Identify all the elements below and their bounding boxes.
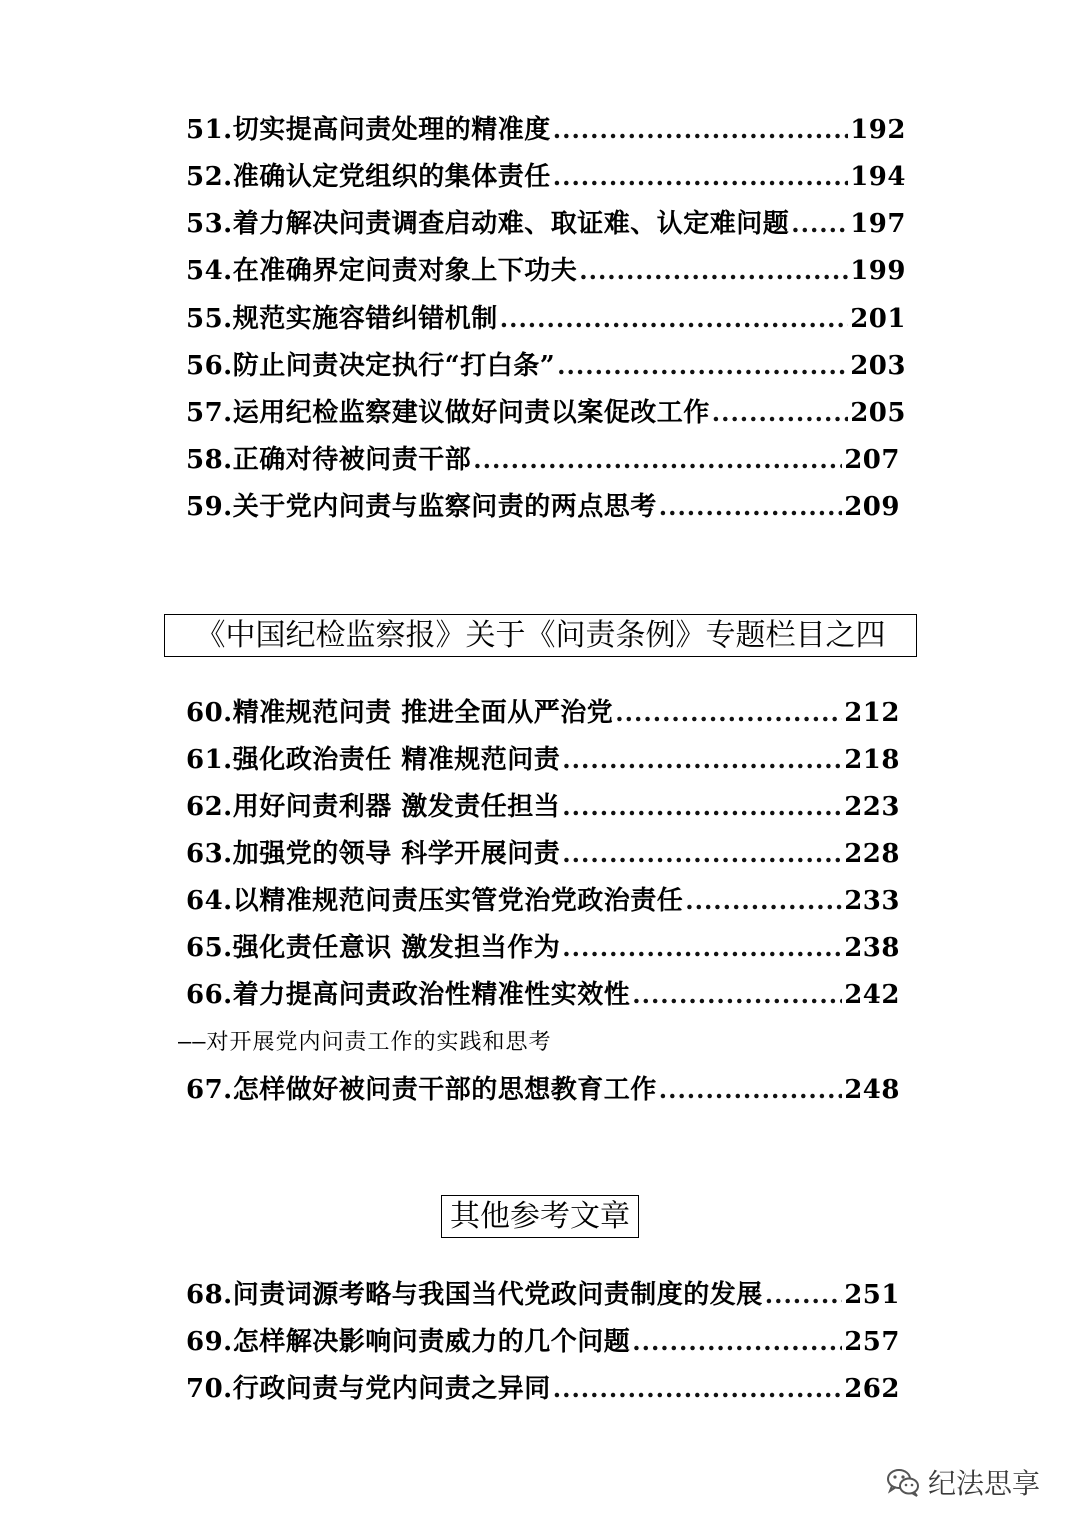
toc-entry-title: 66.着力提高问责政治性精准性实效性 bbox=[186, 980, 631, 1010]
toc-page-number: 248 bbox=[844, 1075, 900, 1105]
toc-leader-dots bbox=[685, 881, 842, 921]
toc-leader-dots bbox=[562, 787, 842, 827]
toc-leader-dots bbox=[557, 346, 848, 386]
toc-entry-title: 61.强化政治责任 精准规范问责 bbox=[186, 745, 561, 775]
toc-leader-dots bbox=[765, 1275, 842, 1315]
toc-leader-dots bbox=[553, 110, 848, 150]
section-heading-other-references: 其他参考文章 bbox=[441, 1195, 639, 1238]
toc-page-number: 218 bbox=[844, 745, 900, 775]
toc-entry-title: 53.着力解决问责调查启动难、取证难、认定难问题 bbox=[186, 209, 790, 239]
toc-entry-65[interactable] bbox=[186, 928, 900, 968]
toc-entry-55[interactable] bbox=[186, 299, 906, 339]
toc-entry-60[interactable] bbox=[186, 693, 900, 733]
toc-entry-title: 51.切实提高问责处理的精准度 bbox=[186, 115, 551, 145]
toc-entry-title: 69.怎样解决影响问责威力的几个问题 bbox=[186, 1327, 631, 1357]
toc-leader-dots bbox=[615, 693, 842, 733]
toc-entry-title: 67.怎样做好被问责干部的思想教育工作 bbox=[186, 1075, 657, 1105]
watermark-text: 纪法思享 bbox=[927, 1467, 1040, 1500]
toc-leader-dots bbox=[632, 1322, 842, 1362]
toc-entry-title: 70.行政问责与党内问责之异同 bbox=[186, 1374, 551, 1404]
toc-leader-dots bbox=[659, 1070, 842, 1110]
toc-page-number: 203 bbox=[850, 351, 906, 381]
toc-page-number: 228 bbox=[844, 839, 900, 869]
toc-leader-dots bbox=[473, 440, 842, 480]
toc-entry-54[interactable] bbox=[186, 251, 906, 291]
toc-entry-52[interactable] bbox=[186, 157, 906, 197]
toc-entry-title: 52.准确认定党组织的集体责任 bbox=[186, 162, 551, 192]
toc-entry-title: 63.加强党的领导 科学开展问责 bbox=[186, 839, 561, 869]
toc-leader-dots bbox=[562, 740, 842, 780]
toc-entry-62[interactable] bbox=[186, 787, 900, 827]
wechat-icon bbox=[886, 1467, 920, 1497]
toc-entry-51[interactable] bbox=[186, 110, 906, 150]
toc-entry-title: 54.在准确界定问责对象上下功夫 bbox=[186, 256, 578, 286]
toc-page-number: 197 bbox=[850, 209, 906, 239]
toc-page-number: 262 bbox=[844, 1374, 900, 1404]
toc-entry-59[interactable] bbox=[186, 487, 900, 527]
toc-entry-title: 64.以精准规范问责压实管党治党政治责任 bbox=[186, 886, 684, 916]
toc-page-number: 201 bbox=[850, 304, 906, 334]
toc-leader-dots bbox=[712, 393, 848, 433]
toc-entry-subtitle: ——对开展党内问责工作的实践和思考 bbox=[178, 1030, 552, 1055]
toc-entry-69[interactable] bbox=[186, 1322, 900, 1362]
toc-entry-title: 57.运用纪检监察建议做好问责以案促改工作 bbox=[186, 398, 710, 428]
toc-entry-title: 56.防止问责决定执行“打白条” bbox=[186, 351, 556, 381]
toc-entry-53[interactable] bbox=[186, 204, 906, 244]
toc-leader-dots bbox=[562, 834, 842, 874]
toc-leader-dots bbox=[553, 157, 848, 197]
toc-entry-58[interactable] bbox=[186, 440, 900, 480]
toc-entry-title: 65.强化责任意识 激发担当作为 bbox=[186, 933, 561, 963]
toc-page-number: 242 bbox=[844, 980, 900, 1010]
toc-entry-title: 68.问责词源考略与我国当代党政问责制度的发展 bbox=[186, 1280, 763, 1310]
account-watermark bbox=[886, 1462, 1040, 1502]
toc-page-number: 212 bbox=[844, 698, 900, 728]
toc-page-number: 192 bbox=[850, 115, 906, 145]
toc-page-number: 205 bbox=[850, 398, 906, 428]
toc-entry-67[interactable] bbox=[186, 1070, 900, 1110]
toc-leader-dots bbox=[659, 487, 842, 527]
toc-page-number: 194 bbox=[850, 162, 906, 192]
toc-entry-61[interactable] bbox=[186, 740, 900, 780]
toc-leader-dots bbox=[562, 928, 842, 968]
toc-entry-64[interactable] bbox=[186, 881, 900, 921]
toc-entry-68[interactable] bbox=[186, 1275, 900, 1315]
toc-leader-dots bbox=[500, 299, 848, 339]
toc-entry-56[interactable] bbox=[186, 346, 906, 386]
section-heading-column-four: 《中国纪检监察报》关于《问责条例》专题栏目之四 bbox=[164, 614, 917, 657]
toc-leader-dots bbox=[553, 1369, 842, 1409]
toc-entry-57[interactable] bbox=[186, 393, 906, 433]
toc-entry-70[interactable] bbox=[186, 1369, 900, 1409]
toc-leader-dots bbox=[791, 204, 848, 244]
toc-entry-title: 60.精准规范问责 推进全面从严治党 bbox=[186, 698, 614, 728]
toc-entry-66[interactable] bbox=[186, 975, 900, 1015]
toc-page-number: 199 bbox=[850, 256, 906, 286]
toc-leader-dots bbox=[632, 975, 842, 1015]
toc-entry-title: 55.规范实施容错纠错机制 bbox=[186, 304, 498, 334]
toc-page-number: 223 bbox=[844, 792, 900, 822]
toc-entry-title: 58.正确对待被问责干部 bbox=[186, 445, 472, 475]
toc-entry-title: 59.关于党内问责与监察问责的两点思考 bbox=[186, 492, 657, 522]
toc-leader-dots bbox=[579, 251, 848, 291]
toc-page-number: 209 bbox=[844, 492, 900, 522]
toc-page-number: 207 bbox=[844, 445, 900, 475]
toc-entry-title: 62.用好问责利器 激发责任担当 bbox=[186, 792, 561, 822]
toc-page-number: 257 bbox=[844, 1327, 900, 1357]
toc-page-number: 251 bbox=[844, 1280, 900, 1310]
toc-page-number: 238 bbox=[844, 933, 900, 963]
toc-page-number: 233 bbox=[844, 886, 900, 916]
toc-entry-63[interactable] bbox=[186, 834, 900, 874]
